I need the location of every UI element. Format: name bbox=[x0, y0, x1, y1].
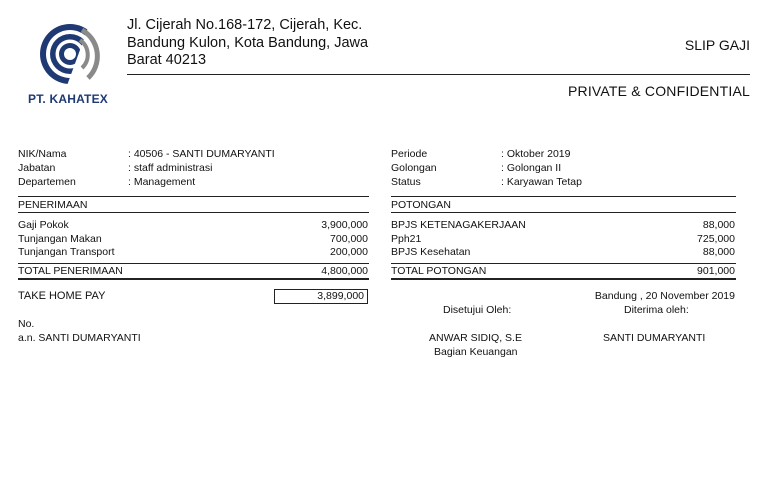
slip-title: SLIP GAJI bbox=[684, 37, 750, 53]
periode-label: Periode bbox=[391, 148, 428, 160]
potongan-item-value: 88,000 bbox=[702, 246, 735, 258]
status-value: : Karyawan Tetap bbox=[501, 176, 582, 188]
table-top-line-left bbox=[18, 196, 369, 197]
total-potongan-value: 901,000 bbox=[697, 265, 735, 277]
penerimaan-item-label: Gaji Pokok bbox=[18, 219, 69, 231]
table-top-line-right bbox=[391, 196, 736, 197]
penerimaan-item-label: Tunjangan Transport bbox=[18, 246, 115, 258]
potongan-item-label: BPJS KETENAGAKERJAAN bbox=[391, 219, 526, 231]
received-by-label: Diterima oleh: bbox=[624, 304, 689, 316]
golongan-value: : Golongan II bbox=[501, 162, 562, 174]
confidential-label: PRIVATE & CONFIDENTIAL bbox=[567, 83, 750, 99]
take-home-pay-label: TAKE HOME PAY bbox=[18, 290, 106, 302]
total-line-right bbox=[391, 263, 736, 264]
company-name: PT. KAHATEX bbox=[28, 92, 108, 106]
potongan-item-value: 725,000 bbox=[697, 233, 735, 245]
no-label: No. bbox=[18, 318, 35, 330]
status-label: Status bbox=[391, 176, 421, 188]
periode-value: : Oktober 2019 bbox=[501, 148, 571, 160]
approver-name: ANWAR SIDIQ, S.E bbox=[429, 332, 522, 344]
approver-role: Bagian Keuangan bbox=[434, 346, 518, 358]
potongan-item-label: BPJS Kesehatan bbox=[391, 246, 471, 258]
company-address: Jl. Cijerah No.168-172, Cijerah, Kec. Bandung Kulon, Kota Bandung, Jawa Barat 40213 bbox=[127, 17, 369, 68]
approved-by-label: Disetujui Oleh: bbox=[443, 304, 512, 316]
total-penerimaan-value: 4,800,000 bbox=[321, 265, 368, 277]
potongan-item-value: 88,000 bbox=[702, 219, 735, 231]
penerimaan-item-value: 200,000 bbox=[330, 246, 368, 258]
total-penerimaan-label: TOTAL PENERIMAAN bbox=[18, 265, 123, 277]
penerimaan-item-label: Tunjangan Makan bbox=[18, 233, 102, 245]
potongan-heading: POTONGAN bbox=[391, 199, 451, 211]
header-divider bbox=[127, 74, 750, 75]
receiver-name: SANTI DUMARYANTI bbox=[603, 332, 706, 344]
departemen-value: : Management bbox=[128, 176, 196, 188]
jabatan-label: Jabatan bbox=[18, 162, 56, 174]
total-line-left bbox=[18, 263, 369, 264]
nik-value: : 40506 - SANTI DUMARYANTI bbox=[128, 148, 275, 160]
potongan-item-label: Pph21 bbox=[391, 233, 422, 245]
total-potongan-label: TOTAL POTONGAN bbox=[391, 265, 487, 277]
departemen-label: Departemen bbox=[18, 176, 76, 188]
kahatex-logo-icon bbox=[22, 18, 118, 94]
jabatan-value: : staff administrasi bbox=[128, 162, 213, 174]
penerimaan-heading: PENERIMAAN bbox=[18, 199, 88, 211]
penerimaan-item-value: 3,900,000 bbox=[321, 219, 368, 231]
penerimaan-item-value: 700,000 bbox=[330, 233, 368, 245]
take-home-pay-value: 3,899,000 bbox=[274, 289, 368, 304]
signing-date: Bandung , 20 November 2019 bbox=[594, 290, 735, 302]
golongan-label: Golongan bbox=[391, 162, 437, 174]
on-behalf-name: a.n. SANTI DUMARYANTI bbox=[18, 332, 141, 344]
nik-label: NIK/Nama bbox=[18, 148, 67, 160]
